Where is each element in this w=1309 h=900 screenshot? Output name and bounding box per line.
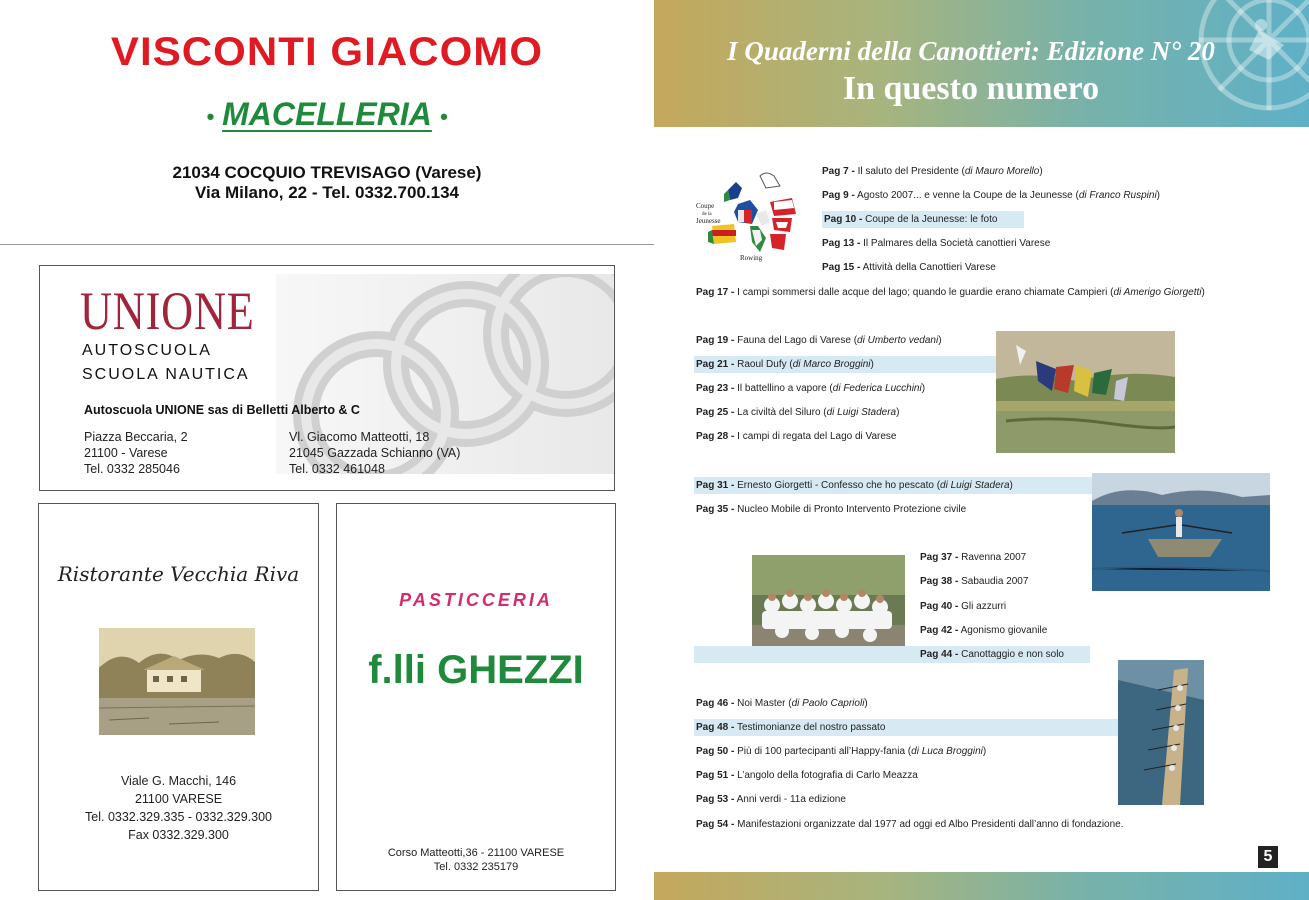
riva-address <box>39 772 318 844</box>
footer-bar <box>654 872 1309 900</box>
toc-page: Pag 44 - <box>920 649 959 660</box>
toc-page: Pag 15 - <box>822 262 861 273</box>
page-number: 5 <box>1258 846 1278 868</box>
toc-page: Pag 7 - <box>822 166 855 177</box>
toc-author: di Paolo Caprioli <box>791 698 865 709</box>
address-line: 21100 VARESE <box>134 792 223 806</box>
visconti-name: VISCONTI GIACOMO <box>110 30 544 74</box>
toc-entry[interactable] <box>920 549 1026 566</box>
unione-office1 <box>84 429 188 477</box>
address-line: Viale G. Macchi, 146 <box>120 774 237 788</box>
address-line: Tel. 0332 461048 <box>289 462 385 476</box>
visconti-address-line2: Via Milano, 22 - Tel. 0332.700.134 <box>195 183 459 202</box>
riva-title: Ristorante Vecchia Riva <box>57 562 300 586</box>
toc-entry[interactable] <box>822 235 1050 252</box>
toc-title: Manifestazioni organizzate dal 1977 ad oggi ed Albo Presidenti dall’anno di fondazione. <box>737 819 1124 830</box>
toc-page: Pag 37 - <box>920 552 959 563</box>
toc-title: Agonismo giovanile <box>960 625 1048 636</box>
toc-entry[interactable] <box>696 332 942 349</box>
toc-title: Il Palmares della Società canottieri Varese <box>863 238 1051 249</box>
toc-page: Pag 17 - <box>696 287 735 298</box>
toc-author: di Luca Broggini <box>911 746 983 757</box>
toc-entry[interactable] <box>696 380 925 397</box>
toc-entry[interactable] <box>696 791 846 808</box>
address-line: Tel. 0332 235179 <box>433 861 519 873</box>
toc-entry[interactable] <box>696 284 1205 301</box>
ghezzi-name: f.lli GHEZZI <box>368 648 584 692</box>
toc-paren: ) <box>896 407 900 418</box>
address-line: Tel. 0332.329.335 - 0332.329.300 <box>85 810 272 824</box>
address-line: Corso Matteotti,36 - 21100 VARESE <box>387 847 565 859</box>
toc-title: Raoul Dufy ( <box>737 359 793 370</box>
toc-paren: ) <box>1201 287 1205 298</box>
dufy-painting <box>996 331 1175 453</box>
unione-line1: AUTOSCUOLA <box>82 342 212 359</box>
toc-paren: ) <box>864 698 868 709</box>
toc-author: di Luigi Stadera <box>826 407 897 418</box>
unione-office2 <box>289 429 460 477</box>
toc-page: Pag 25 - <box>696 407 735 418</box>
toc-entry[interactable] <box>822 187 1160 204</box>
toc-entry[interactable] <box>696 816 1124 833</box>
map-label-coupe: Coupe <box>696 202 715 210</box>
toc-page: Pag 19 - <box>696 335 735 346</box>
toc-title: Nucleo Mobile di Pronto Intervento Protezione civile <box>737 504 967 515</box>
toc-page: Pag 51 - <box>696 770 735 781</box>
toc-entry[interactable] <box>696 695 868 712</box>
macelleria-heading <box>0 96 654 133</box>
toc-paren: ) <box>1009 480 1013 491</box>
toc-page: Pag 35 - <box>696 504 735 515</box>
map-label-rowing: Rowing <box>740 254 763 262</box>
macelleria-label: MACELLERIA <box>222 96 432 132</box>
toc-page: Pag 48 - <box>696 722 735 733</box>
address-line: Tel. 0332 285046 <box>84 462 180 476</box>
address-line: Piazza Beccaria, 2 <box>84 430 188 444</box>
toc-author: di Federica Lucchini <box>832 383 922 394</box>
toc-page: Pag 50 - <box>696 746 735 757</box>
toc-title: Il saluto del Presidente ( <box>857 166 965 177</box>
divider <box>0 244 654 245</box>
boat-photo <box>1092 473 1270 591</box>
toc-page: Pag 9 - <box>822 190 855 201</box>
riva-ad <box>38 503 319 891</box>
map-label-jeunesse: Jeunesse <box>696 217 721 225</box>
toc-title: Noi Master ( <box>737 698 792 709</box>
group-photo <box>752 555 905 660</box>
unione-company: Autoscuola UNIONE sas di Belletti Alberto & C <box>84 403 360 417</box>
toc-title: Fauna del Lago di Varese ( <box>737 335 858 346</box>
map-label-de-la: de la <box>702 212 712 217</box>
toc-entry[interactable] <box>920 598 1006 615</box>
toc-title: Testimonianze del nostro passato <box>736 722 886 733</box>
toc-page: Pag 53 - <box>696 794 735 805</box>
address-line: 21100 - Varese <box>84 446 168 460</box>
toc-author: di Umberto vedani <box>857 335 939 346</box>
toc-title: Attività della Canottieri Varese <box>862 262 996 273</box>
toc-title: Sabaudia 2007 <box>961 576 1029 587</box>
toc-title: Ernesto Giorgetti - Confesso che ho pescato ( <box>737 480 941 491</box>
toc-page: Pag 23 - <box>696 383 735 394</box>
toc-title: Gli azzurri <box>961 601 1007 612</box>
toc-paren: ) <box>982 746 987 757</box>
ghezzi-ad <box>336 503 616 891</box>
unione-ad <box>39 265 615 491</box>
bullet-left: • <box>206 103 215 129</box>
toc-entry[interactable] <box>694 356 996 373</box>
toc-page: Pag 21 - <box>696 359 735 370</box>
toc-paren: ) <box>938 335 942 346</box>
toc-entry[interactable] <box>696 767 918 784</box>
toc-page: Pag 40 - <box>920 601 959 612</box>
toc-title: Anni verdi - 11a edizione <box>736 794 846 805</box>
pasticceria-label: PASTICCERIA <box>399 590 553 610</box>
header-banner <box>654 0 1309 127</box>
toc-page: Pag 42 - <box>920 625 959 636</box>
address-line: Vl. Giacomo Matteotti, 18 <box>289 430 430 444</box>
toc-entry[interactable] <box>822 163 1043 180</box>
riva-photo <box>99 628 255 735</box>
toc-paren: ) <box>1039 166 1043 177</box>
toc-paren: ) <box>1156 190 1161 201</box>
toc-page: Pag 38 - <box>920 576 959 587</box>
master-photo <box>1118 660 1204 805</box>
toc-page: Pag 54 - <box>696 819 735 830</box>
toc-title: La civiltà del Siluro ( <box>737 407 827 418</box>
toc-title: Il battellino a vapore ( <box>737 383 833 394</box>
unione-line2: SCUOLA NAUTICA <box>82 366 250 383</box>
toc-page: Pag 31 - <box>696 480 735 491</box>
toc-title: I campi di regata del Lago di Varese <box>737 431 897 442</box>
unione-logo: UNIONE <box>80 281 255 341</box>
bullet-right: • <box>439 103 448 129</box>
toc-title: Ravenna 2007 <box>961 552 1027 563</box>
banner-subtitle: In questo numero <box>842 70 1100 107</box>
toc-entry[interactable] <box>920 573 1028 590</box>
banner-title: I Quaderni della Canottieri: Edizione N° 20 <box>727 36 1215 66</box>
toc-entry[interactable] <box>696 404 899 421</box>
ghezzi-address <box>337 846 615 874</box>
visconti-address <box>0 163 654 203</box>
visconti-address-line1: 21034 COCQUIO TREVISAGO (Varese) <box>172 163 482 182</box>
toc-entry[interactable] <box>694 477 1092 494</box>
toc-paren: ) <box>921 383 926 394</box>
toc-entry[interactable] <box>694 646 1090 663</box>
toc-entry[interactable] <box>694 719 1118 736</box>
toc-page: Pag 10 - <box>824 214 863 225</box>
toc-title: Canottaggio e non solo <box>961 649 1064 660</box>
toc-entry[interactable] <box>920 622 1047 639</box>
toc-title: Agosto 2007... e venne la Coupe de la Jeunesse ( <box>857 190 1079 201</box>
toc-author: di Luigi Stadera <box>940 480 1010 491</box>
toc-author: di Amerigo Giorgetti <box>1113 287 1202 298</box>
toc-title: Più di 100 partecipanti all’Happy-fania ( <box>737 746 912 757</box>
toc-title: L’angolo della fotografia di Carlo Meazza <box>737 770 918 781</box>
toc-author: di Mauro Morello <box>964 166 1040 177</box>
toc-entry[interactable] <box>696 743 986 760</box>
toc-page: Pag 46 - <box>696 698 735 709</box>
toc-page: Pag 13 - <box>822 238 861 249</box>
toc-title: Coupe de la Jeunesse: le foto <box>865 214 998 225</box>
coupe-map-graphic <box>694 168 804 278</box>
toc-paren: ) <box>870 359 874 370</box>
toc-entry[interactable] <box>822 211 1024 228</box>
toc-author: di Marco Broggini <box>792 359 871 370</box>
address-line: Fax 0332.329.300 <box>128 828 229 842</box>
toc-author: di Franco Ruspini <box>1078 190 1157 201</box>
toc-title: I campi sommersi dalle acque del lago; quando le guardie erano chiamate Campieri ( <box>737 287 1114 298</box>
toc-page: Pag 28 - <box>696 431 735 442</box>
toc-entry[interactable] <box>822 259 996 276</box>
toc-entry[interactable] <box>696 501 966 518</box>
toc-entry[interactable] <box>696 428 897 445</box>
address-line: 21045 Gazzada Schianno (VA) <box>289 446 461 460</box>
